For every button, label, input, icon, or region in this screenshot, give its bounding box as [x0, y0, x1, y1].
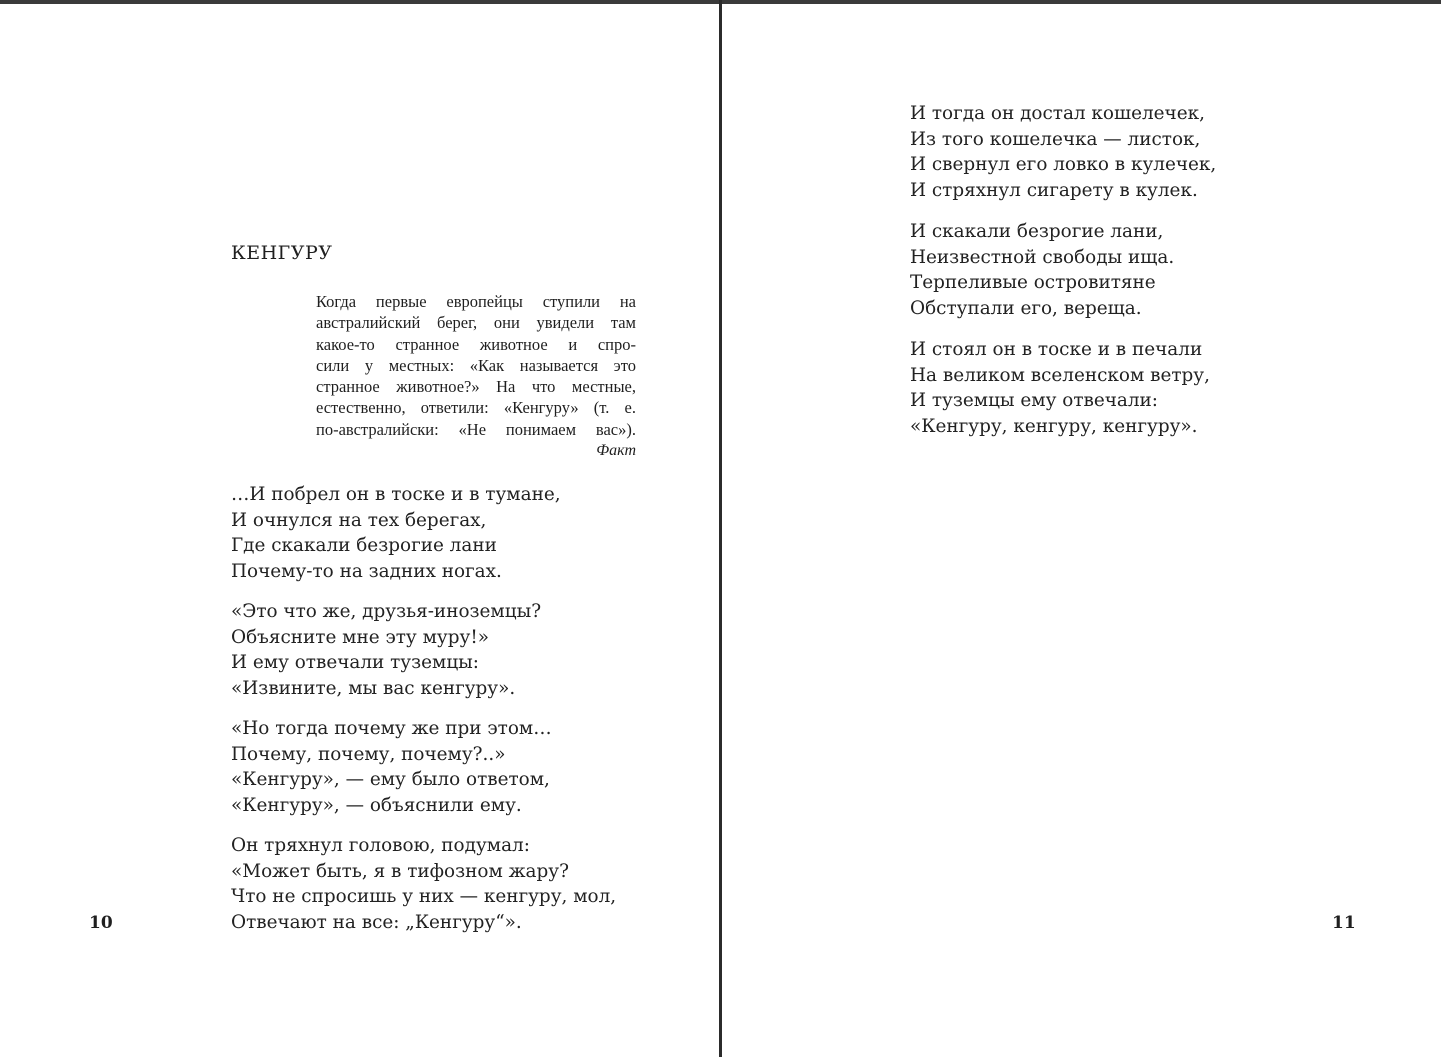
verse-line: Где скакали безрогие лани [231, 535, 497, 557]
verse-line: «Может быть, я в тифозном жару? [231, 860, 569, 882]
verse-line: «Извините, мы вас кенгуру». [231, 677, 516, 699]
verse-line: Почему, почему, почему?..» [231, 743, 506, 765]
epigraph-line: странное животное?» На что местные, [316, 377, 636, 397]
verse-line: Объясните мне эту муру!» [231, 626, 489, 648]
stanza [910, 337, 1210, 439]
verse-line: …И побрел он в тоске и в тумане, [231, 484, 561, 505]
verse-line: Обступали его, вереща. [910, 297, 1142, 319]
epigraph-line: Когда первые европейцы ступили на [316, 292, 636, 311]
verse-line: И скакали безрогие лани, [910, 221, 1164, 242]
epigraph-line: сили у местных: «Как называется это [316, 355, 636, 375]
verse-line: «Кенгуру, кенгуру, кенгуру». [910, 415, 1198, 437]
left-page [0, 4, 719, 1057]
epigraph-line: по-австралийски: «Не понимаем вас»). [316, 419, 636, 439]
verse-line: На великом вселенском ветру, [910, 364, 1210, 386]
verse-line: «Кенгуру», — ему было ответом, [231, 769, 550, 791]
verse-line: «Кенгуру», — объяснили ему. [231, 794, 522, 816]
epigraph-line: естественно, ответили: «Кенгуру» (т. е. [316, 398, 636, 418]
stanza [231, 599, 541, 701]
epigraph-line: какое-то странное животное и спро- [316, 334, 636, 354]
verse-line: Он тряхнул головою, подумал: [231, 835, 530, 856]
right-page [722, 4, 1441, 1057]
verse-line: Почему-то на задних ногах. [231, 560, 502, 582]
verse-line: Что не спросишь у них — кенгуру, мол, [231, 886, 617, 908]
verse-line: И очнулся на тех берегах, [231, 509, 487, 531]
verse-line: Отвечают на все: „Кенгуру“». [231, 911, 522, 933]
stanza [910, 219, 1174, 321]
verse-line: И свернул его ловко в кулечек, [910, 154, 1217, 176]
stanza [910, 101, 1216, 203]
stanza [231, 833, 616, 935]
verse-line: Из того кошелечка — листок, [910, 128, 1201, 150]
stanza [231, 716, 552, 818]
page-number: 11 [1332, 913, 1356, 933]
epigraph-source: Факт [596, 442, 636, 460]
poem-title: КЕНГУРУ [231, 242, 333, 264]
verse-line: Неизвестной свободы ища. [910, 246, 1175, 268]
epigraph-line: австралийский берег, они увидели там [316, 313, 636, 333]
verse-line: И ему отвечали туземцы: [231, 652, 480, 674]
verse-line: «Но тогда почему же при этом… [231, 718, 552, 739]
page-number: 10 [89, 913, 113, 933]
verse-line: И стряхнул сигарету в кулек. [910, 179, 1198, 201]
verse-line: И туземцы ему отвечали: [910, 390, 1159, 412]
verse-line: И тогда он достал кошелечек, [910, 103, 1205, 124]
verse-line: И стоял он в тоске и в печали [910, 339, 1203, 360]
epigraph [316, 291, 636, 461]
stanza [231, 482, 561, 584]
verse-line: Терпеливые островитяне [910, 272, 1156, 294]
verse-line: «Это что же, друзья-иноземцы? [231, 601, 542, 622]
